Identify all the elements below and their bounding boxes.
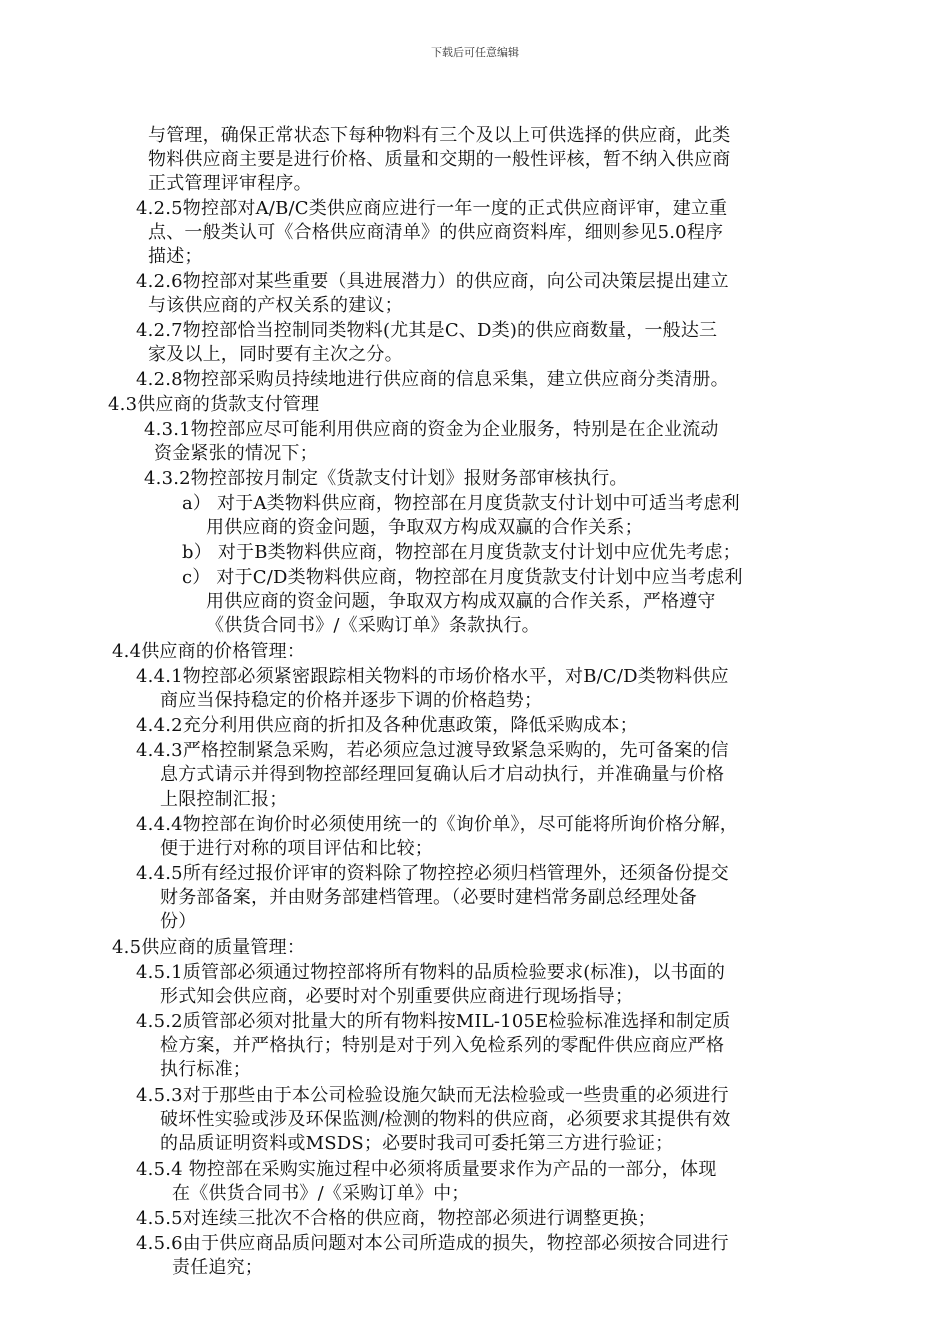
text-line: 4.5.4 物控部在采购实施过程中必须将质量要求作为产品的一部分，体现 bbox=[136, 1159, 717, 1180]
page-header: 下载后可任意编辑 bbox=[431, 46, 519, 59]
text-line: 上限控制汇报； bbox=[160, 789, 288, 810]
section-heading: 4.5供应商的质量管理： bbox=[112, 937, 306, 958]
text-line: 4.5.5对连续三批次不合格的供应商，物控部必须进行调整更换； bbox=[136, 1208, 656, 1229]
text-line: 描述； bbox=[148, 246, 203, 267]
text-line: 《供货合同书》/《采购订单》条款执行。 bbox=[206, 615, 540, 636]
text-line: b） 对于B类物料供应商，物控部在月度货款支付计划中应优先考虑； bbox=[182, 542, 741, 563]
text-line: 4.3.2物控部按月制定《货款支付计划》报财务部审核执行。 bbox=[144, 468, 628, 489]
text-line: 便于进行对称的项目评估和比较； bbox=[160, 838, 433, 859]
text-line: 4.3.1物控部应尽可能利用供应商的资金为企业服务，特别是在企业流动 bbox=[144, 419, 719, 440]
text-line: 破坏性实验或涉及环保监测/检测的物料的供应商，必须要求其提供有效 bbox=[160, 1109, 731, 1130]
text-line: 4.4.4物控部在询价时必须使用统一的《询价单》，尽可能将所询价格分解， bbox=[136, 814, 738, 835]
text-line: 4.5.1质管部必须通过物控部将所有物料的品质检验要求(标准)，以书面的 bbox=[136, 962, 726, 983]
text-line: 4.5.6由于供应商品质问题对本公司所造成的损失，物控部必须按合同进行 bbox=[136, 1233, 729, 1254]
text-line: 份） bbox=[160, 911, 197, 932]
text-line: 4.4.5所有经过报价评审的资料除了物控控必须归档管理外，还须备份提交 bbox=[136, 863, 729, 884]
text-line: 责任追究； bbox=[172, 1257, 263, 1278]
text-line: 物料供应商主要是进行价格、质量和交期的一般性评核，暂不纳入供应商 bbox=[148, 149, 731, 170]
text-line: a） 对于A类物料供应商，物控部在月度货款支付计划中可适当考虑利 bbox=[182, 493, 740, 514]
text-line: 在《供货合同书》/《采购订单》中； bbox=[172, 1183, 470, 1204]
text-line: 4.2.6物控部对某些重要（具进展潜力）的供应商，向公司决策层提出建立 bbox=[136, 271, 729, 292]
text-line: 检方案，并严格执行；特别是对于列入免检系列的零配件供应商应严格 bbox=[160, 1035, 725, 1056]
text-line: 形式知会供应商，必要时对个别重要供应商进行现场指导； bbox=[160, 986, 634, 1007]
text-line: 点、一般类认可《合格供应商清单》的供应商资料库，细则参见5.0程序 bbox=[148, 222, 724, 243]
text-line: 与管理，确保正常状态下每种物料有三个及以上可供选择的供应商，此类 bbox=[148, 125, 731, 146]
text-line: 息方式请示并得到物控部经理回复确认后才启动执行，并准确量与价格 bbox=[160, 764, 725, 785]
text-line: 4.2.8物控部采购员持续地进行供应商的信息采集，建立供应商分类清册。 bbox=[136, 369, 729, 390]
text-line: 用供应商的资金问题，争取双方构成双赢的合作关系； bbox=[206, 517, 643, 538]
text-line: 家及以上，同时要有主次之分。 bbox=[148, 344, 403, 365]
text-line: 正式管理评审程序。 bbox=[148, 173, 312, 194]
text-line: 4.5.2质管部必须对批量大的所有物料按MIL-105E检验标准选择和制定质 bbox=[136, 1011, 731, 1032]
section-heading: 4.3供应商的货款支付管理 bbox=[108, 394, 320, 415]
text-line: 的品质证明资料或MSDS；必要时我司可委托第三方进行验证； bbox=[160, 1133, 674, 1154]
text-line: c） 对于C/D类物料供应商，物控部在月度货款支付计划中应当考虑利 bbox=[182, 567, 743, 588]
text-line: 4.2.5物控部对A/B/C类供应商应进行一年一度的正式供应商评审，建立重 bbox=[136, 198, 728, 219]
text-line: 4.5.3对于那些由于本公司检验设施欠缺而无法检验或一些贵重的必须进行 bbox=[136, 1085, 729, 1106]
text-line: 4.4.2充分利用供应商的折扣及各种优惠政策，降低采购成本； bbox=[136, 715, 638, 736]
text-line: 财务部备案，并由财务部建档管理。（必要时建档常务副总经理处备 bbox=[160, 887, 697, 908]
text-line: 用供应商的资金问题，争取双方构成双赢的合作关系，严格遵守 bbox=[206, 591, 716, 612]
text-line: 商应当保持稳定的价格并逐步下调的价格趋势； bbox=[160, 690, 543, 711]
text-line: 资金紧张的情况下； bbox=[154, 443, 318, 464]
text-line: 与该供应商的产权关系的建议； bbox=[148, 295, 403, 316]
text-line: 4.2.7物控部恰当控制同类物料(尤其是C、D类)的供应商数量，一般达三 bbox=[136, 320, 718, 341]
text-line: 执行标准； bbox=[160, 1059, 251, 1080]
section-heading: 4.4供应商的价格管理： bbox=[112, 641, 306, 662]
text-line: 4.4.3严格控制紧急采购，若必须应急过渡导致紧急采购的，先可备案的信 bbox=[136, 740, 729, 761]
text-line: 4.4.1物控部必须紧密跟踪相关物料的市场价格水平，对B/C/D类物料供应 bbox=[136, 666, 729, 687]
